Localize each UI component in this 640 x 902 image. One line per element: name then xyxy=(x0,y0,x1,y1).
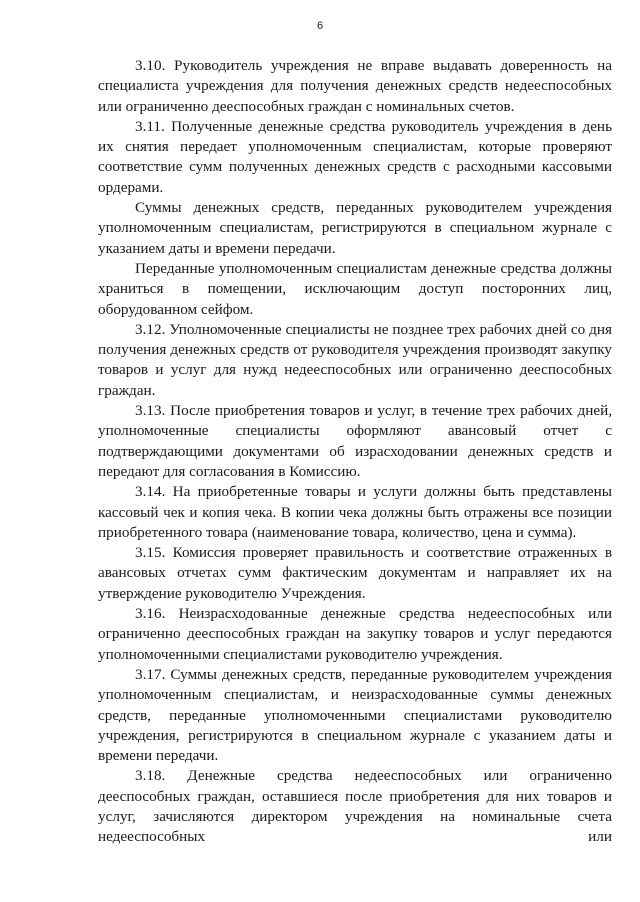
paragraph-3-17: 3.17. Суммы денежных средств, переданные руководителем учреждения уполномоченным специалистам, и неизрасходованные суммы денежных средств, переданные уполномоченными специалистами руководителю учреждения, регистрируются в специальном журнале с указанием даты и времени передачи. xyxy=(98,665,612,765)
page-number: 6 xyxy=(316,20,324,32)
paragraph-3-11: 3.11. Полученные денежные средства руководитель учреждения в день их снятия передает уполномоченным специалистам, которые проверяют соответствие сумм полученных денежных средств с расходными кассовыми ордерами. xyxy=(98,117,612,196)
paragraph-3-13: 3.13. После приобретения товаров и услуг, в течение трех рабочих дней, уполномоченные специалисты оформляют авансовый отчет с подтверждающими документами об израсходовании денежных средств и передают для согласования в Комиссию. xyxy=(98,402,612,480)
document-body xyxy=(98,56,612,848)
paragraph-3-16: 3.16. Неизрасходованные денежные средства недееспособных или ограниченно дееспособных граждан на закупку товаров и услуг передаются уполномоченными специалистами руководителю учреждения. xyxy=(98,605,612,663)
paragraph-3-10: 3.10. Руководитель учреждения не вправе выдавать доверенность на специалиста учреждения для получения денежных средств недееспособных или ограниченно дееспособных граждан с номинальных счетов. xyxy=(98,57,612,115)
paragraph-storage: Переданные уполномоченным специалистам денежные средства должны храниться в помещении, исключающим доступ посторонних лиц, оборудованном сейфом. xyxy=(98,259,612,318)
paragraph-registration: Суммы денежных средств, переданных руководителем учреждения уполномоченным специалистам, регистрируются в специальном журнале с указанием даты и времени передачи. xyxy=(98,199,612,257)
paragraph-3-12: 3.12. Уполномоченные специалисты не позднее трех рабочих дней со дня получения денежных средств от руководителя учреждения производят закупку товаров и услуг для нужд недееспособных или ограниченно дееспособных граждан. xyxy=(98,320,612,399)
paragraph-3-18: 3.18. Денежные средства недееспособных или ограниченно дееспособных граждан, оставшиеся после приобретения для них товаров и услуг, зачисляются директором учреждения на номинальные счета недееспособных или xyxy=(98,767,612,846)
paragraph-3-14: 3.14. На приобретенные товары и услуги должны быть представлены кассовый чек и копия чека. В копии чека должны быть отражены все позиции приобретенного товара (наименование товара, количество, цена и сумма). xyxy=(98,483,612,541)
paragraph-3-15: 3.15. Комиссия проверяет правильность и соответствие отраженных в авансовых отчетах сумм фактическим документам и направляет их на утверждение руководителю Учреждения. xyxy=(98,544,612,602)
